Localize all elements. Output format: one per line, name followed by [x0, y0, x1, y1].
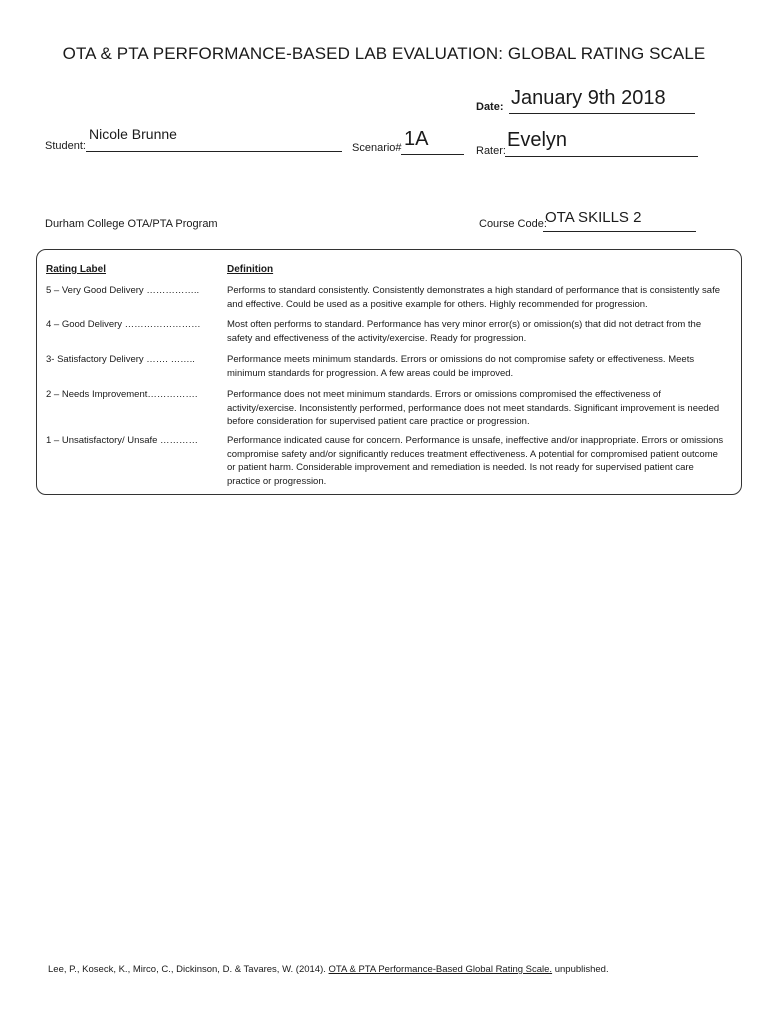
rating-label-4: 4 – Good Delivery ……………………: [46, 319, 201, 330]
rating-label-1: 1 – Unsatisfactory/ Unsafe …………: [46, 435, 199, 446]
rating-label-header: Rating Label: [46, 264, 107, 275]
rater-underline: [505, 156, 698, 157]
footer-citation: [48, 964, 609, 975]
scenario-label: Scenario#: [352, 142, 402, 154]
date-underline: [509, 113, 695, 114]
citation-authors: Lee, P., Koseck, K., Mirco, C., Dickinson, D. & Tavares, W. (2014).: [48, 964, 329, 975]
citation-title: OTA & PTA Performance-Based Global Rating Scale.: [328, 964, 553, 975]
date-value[interactable]: January 9th 2018: [511, 87, 666, 109]
course-code-underline: [543, 231, 696, 232]
citation-suffix: unpublished.: [552, 964, 609, 975]
rating-label-5: 5 – Very Good Delivery ……………..: [46, 285, 200, 296]
rating-definition-4: Most often performs to standard. Performance has very minor error(s) or omission(s) that did not detract from the safety and effectiveness of the activity/exercise. Ready for progression.: [227, 319, 702, 344]
scenario-value[interactable]: 1A: [404, 128, 429, 150]
student-underline: [86, 151, 342, 152]
rating-definition-3: Performance meets minimum standards. Errors or omissions do not compromise safety or effectiveness. Meets minimum standards for progression. A few areas could be improved.: [227, 354, 695, 379]
rater-label: Rater:: [476, 145, 506, 157]
program-label: Durham College OTA/PTA Program: [45, 218, 218, 230]
rating-label-2: 2 – Needs Improvement…………….: [46, 389, 198, 400]
definition-header: Definition: [227, 264, 274, 275]
rating-definition-2: Performance does not meet minimum standards. Errors or omissions compromised the effectiveness of activity/exercise. Inconsistently performed, performance does not meet standards. Significant improvement is needed before consideration for supervised patient care practice or progression.: [227, 389, 720, 427]
rating-label-3: 3- Satisfactory Delivery ……. ……..: [46, 354, 195, 365]
course-code-value[interactable]: OTA SKILLS 2: [545, 209, 642, 226]
scenario-underline: [401, 154, 464, 155]
form-title: OTA & PTA PERFORMANCE-BASED LAB EVALUATION: GLOBAL RATING SCALE: [62, 44, 706, 63]
course-code-label: Course Code:: [479, 218, 547, 230]
student-value[interactable]: Nicole Brunne: [89, 126, 177, 142]
student-label: Student:: [45, 140, 86, 152]
rating-definition-5: Performs to standard consistently. Consistently demonstrates a high standard of performance that is consistently safe and effective. Could be used as a positive example for others. Highly recommended for progression.: [227, 285, 721, 310]
date-label: Date:: [476, 101, 504, 113]
rater-value[interactable]: Evelyn: [507, 129, 568, 151]
rating-definition-1: Performance indicated cause for concern. Performance is unsafe, ineffective and/or inappropriate. Errors or omissions compromise safety and/or significantly reduces treatment effectiveness. A potential for compromised patient outcome or patient harm. Considerable improvement and remediation is needed. Is not ready for supervised patient care practice or progression.: [227, 435, 724, 487]
